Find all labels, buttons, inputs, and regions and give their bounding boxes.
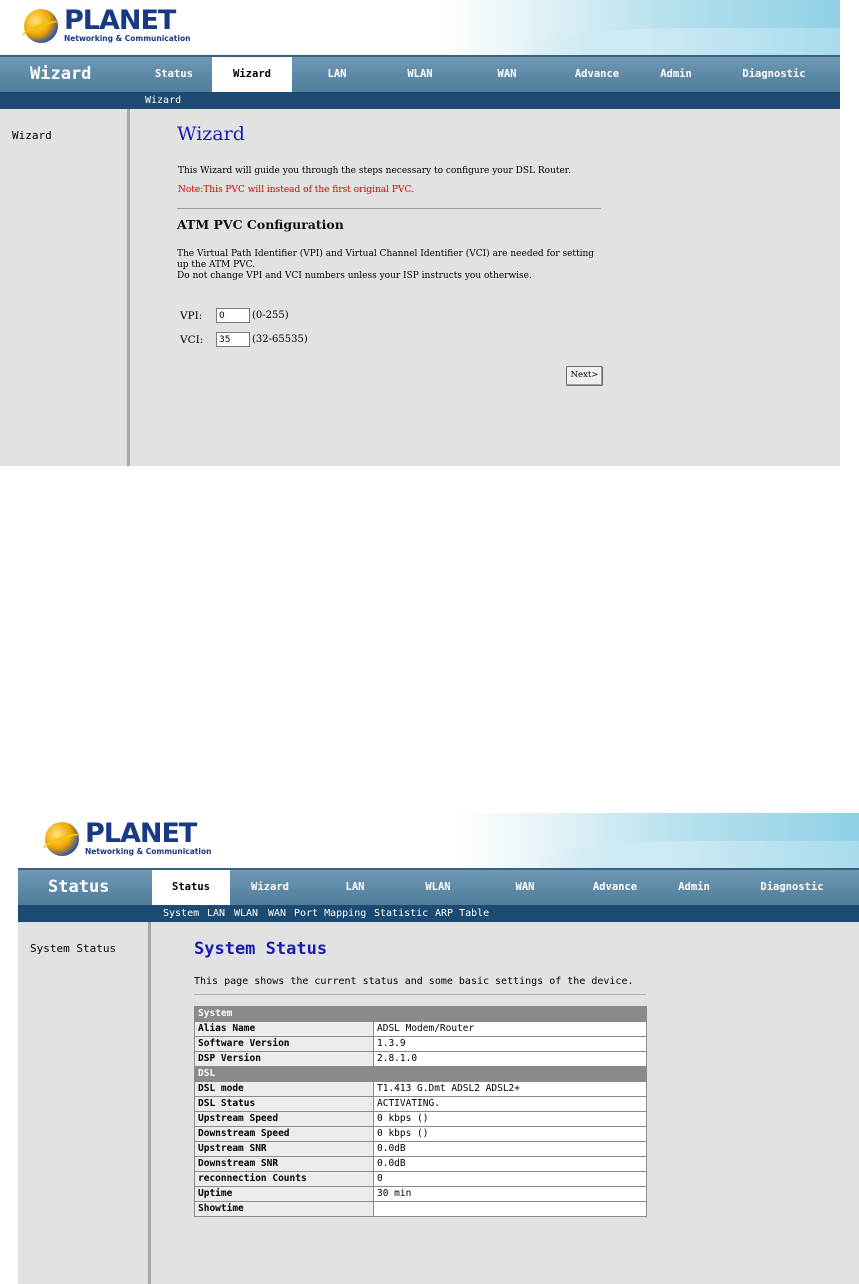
divider xyxy=(194,994,646,995)
page-title: System Status xyxy=(194,939,328,959)
row-key: reconnection Counts xyxy=(195,1172,374,1187)
tab-wizard[interactable]: Wizard xyxy=(251,881,289,893)
tab-advance[interactable]: Advance xyxy=(592,881,638,893)
intro-text: This page shows the current status and some basic settings of the device. xyxy=(194,976,634,987)
table-group-row xyxy=(195,1007,647,1022)
vpi-label: VPI: xyxy=(180,309,203,322)
tab-wlan[interactable]: WLAN xyxy=(407,68,433,80)
logo-brand: PLANET xyxy=(85,818,197,849)
subnav-item-wlan[interactable]: WLAN xyxy=(234,908,259,919)
row-value: ADSL Modem/Router xyxy=(374,1022,647,1037)
planet-logo[interactable] xyxy=(24,5,191,43)
tab-status[interactable]: Status xyxy=(155,68,193,80)
divider xyxy=(177,208,601,209)
section-heading: ATM PVC Configuration xyxy=(177,217,344,232)
table-row xyxy=(195,1112,647,1127)
subnav-item-statistic[interactable]: Statistic xyxy=(374,908,429,919)
table-row xyxy=(195,1052,647,1067)
group-label: System xyxy=(195,1007,647,1022)
header-banner xyxy=(0,0,840,55)
table-row xyxy=(195,1142,647,1157)
table-row xyxy=(195,1127,647,1142)
header-swoosh xyxy=(529,841,859,868)
sidebar-item-wizard[interactable]: Wizard xyxy=(12,129,52,142)
table-row xyxy=(195,1157,647,1172)
wizard-screenshot xyxy=(0,0,840,466)
subnav-item-port-mapping[interactable]: Port Mapping xyxy=(294,908,367,919)
tab-diagnostic[interactable]: Diagnostic xyxy=(760,881,824,893)
row-value: 0 xyxy=(374,1172,647,1187)
table-group-row xyxy=(195,1067,647,1082)
next-button[interactable]: Next> xyxy=(566,366,603,386)
vci-label: VCI: xyxy=(180,333,204,346)
row-key: DSP Version xyxy=(195,1052,374,1067)
main-content xyxy=(151,922,859,1284)
table-row xyxy=(195,1172,647,1187)
row-value: 30 min xyxy=(374,1187,647,1202)
row-key: Downstream Speed xyxy=(195,1127,374,1142)
row-value: 1.3.9 xyxy=(374,1037,647,1052)
sub-nav xyxy=(18,905,859,922)
subnav-item-wizard[interactable]: Wizard xyxy=(145,95,182,106)
planet-globe-icon xyxy=(24,9,58,43)
tab-lan[interactable]: LAN xyxy=(327,68,347,80)
tab-wan[interactable]: WAN xyxy=(515,881,535,893)
section-title: Status xyxy=(48,877,110,897)
row-key: DSL mode xyxy=(195,1082,374,1097)
tab-wlan[interactable]: WLAN xyxy=(425,881,451,893)
sidebar xyxy=(0,109,130,466)
tab-wan[interactable]: WAN xyxy=(497,68,517,80)
row-key: Downstream SNR xyxy=(195,1157,374,1172)
table-row xyxy=(195,1097,647,1112)
row-value: 2.8.1.0 xyxy=(374,1052,647,1067)
tab-wizard[interactable]: Wizard xyxy=(212,57,292,94)
logo-brand: PLANET xyxy=(64,5,176,36)
main-content xyxy=(133,109,840,466)
vci-range: (32-65535) xyxy=(252,334,308,345)
table-row xyxy=(195,1022,647,1037)
sub-nav xyxy=(0,92,840,109)
tab-admin[interactable]: Admin xyxy=(660,68,692,80)
intro-text: This Wizard will guide you through the steps necessary to configure your DSL Router. xyxy=(178,166,571,176)
table-row xyxy=(195,1202,647,1217)
vpi-row xyxy=(180,308,289,323)
tab-admin[interactable]: Admin xyxy=(678,881,710,893)
planet-logo[interactable] xyxy=(45,818,212,856)
section-title: Wizard xyxy=(30,64,92,84)
row-key: Upstream Speed xyxy=(195,1112,374,1127)
row-key: Software Version xyxy=(195,1037,374,1052)
row-value xyxy=(374,1202,647,1217)
row-value: 0 kbps () xyxy=(374,1127,647,1142)
row-key: DSL Status xyxy=(195,1097,374,1112)
sidebar-item-system-status[interactable]: System Status xyxy=(30,942,117,955)
table-row xyxy=(195,1037,647,1052)
row-key: Upstream SNR xyxy=(195,1142,374,1157)
table-row xyxy=(195,1187,647,1202)
description-line-2: Do not change VPI and VCI numbers unless your ISP instructs you otherwise. xyxy=(177,271,532,281)
vci-input[interactable] xyxy=(216,332,250,347)
vpi-range: (0-255) xyxy=(252,310,289,321)
group-label: DSL xyxy=(195,1067,647,1082)
vci-row xyxy=(180,332,308,347)
row-value: T1.413 G.Dmt ADSL2 ADSL2+ xyxy=(374,1082,647,1097)
tab-status[interactable]: Status xyxy=(152,870,230,907)
tab-diagnostic[interactable]: Diagnostic xyxy=(742,68,806,80)
planet-globe-icon xyxy=(45,822,79,856)
status-table xyxy=(194,1006,647,1217)
row-value: ACTIVATING. xyxy=(374,1097,647,1112)
tab-advance[interactable]: Advance xyxy=(574,68,620,80)
logo-tagline: Networking & Communication xyxy=(85,847,212,856)
main-nav xyxy=(0,55,840,92)
logo-tagline: Networking & Communication xyxy=(64,34,191,43)
row-value: 0.0dB xyxy=(374,1157,647,1172)
status-screenshot xyxy=(18,813,859,1284)
subnav-item-arp-table[interactable]: ARP Table xyxy=(435,908,490,919)
subnav-item-wan[interactable]: WAN xyxy=(268,908,287,919)
sidebar xyxy=(18,922,151,1284)
row-key: Alias Name xyxy=(195,1022,374,1037)
row-value: 0 kbps () xyxy=(374,1112,647,1127)
row-key: Uptime xyxy=(195,1187,374,1202)
header-banner xyxy=(18,813,859,868)
subnav-item-system[interactable]: System xyxy=(163,908,200,919)
vpi-input[interactable] xyxy=(216,308,250,323)
tab-lan[interactable]: LAN xyxy=(345,881,365,893)
note-text: Note:This PVC will instead of the first original PVC. xyxy=(178,185,414,195)
subnav-item-lan[interactable]: LAN xyxy=(207,908,226,919)
row-key: Showtime xyxy=(195,1202,374,1217)
description-line-1: The Virtual Path Identifier (VPI) and Virtual Channel Identifier (VCI) are needed for setting up the ATM PVC. xyxy=(177,249,595,270)
page-title: Wizard xyxy=(177,123,245,145)
row-value: 0.0dB xyxy=(374,1142,647,1157)
header-swoosh xyxy=(510,28,840,55)
description xyxy=(177,249,607,282)
main-nav xyxy=(18,868,859,905)
table-row xyxy=(195,1082,647,1097)
